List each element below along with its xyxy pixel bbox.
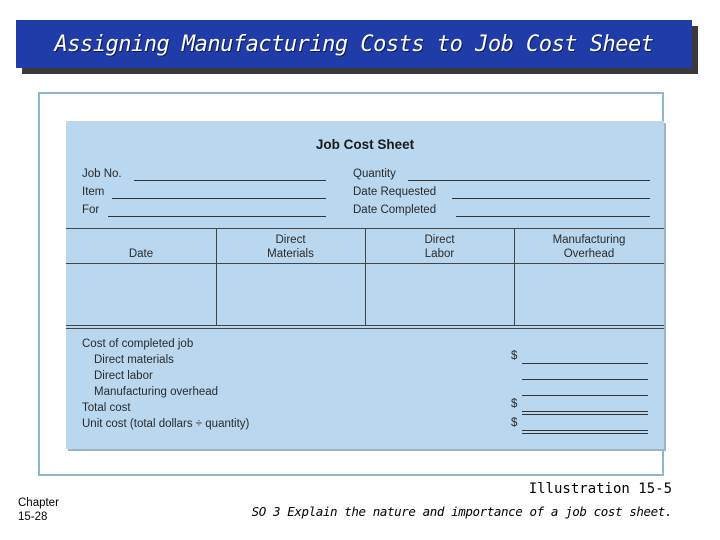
for-label: For	[82, 204, 100, 216]
cost-completed-heading: Cost of completed job	[82, 338, 194, 350]
total-cost-line: Total cost	[82, 402, 131, 414]
job-cost-sheet	[66, 121, 664, 449]
column-date-line2: Date	[128, 248, 154, 260]
direct-labor-line: Direct labor	[94, 370, 153, 382]
illustration-label: Illustration 15-5	[528, 481, 672, 497]
dollar-sign-total: $	[511, 398, 518, 410]
column-date-line1	[66, 233, 216, 247]
unit-cost-line: Unit cost (total dollars ÷ quantity)	[82, 418, 250, 430]
slide-title: Assigning Manufacturing Costs to Job Cost Sheet	[54, 31, 654, 57]
item-label: Item	[82, 186, 105, 198]
job-no-line	[134, 180, 326, 181]
quantity-label: Quantity	[353, 168, 396, 180]
sheet-title: Job Cost Sheet	[315, 137, 415, 152]
dollar-sign-materials: $	[511, 350, 518, 362]
dollar-sign-unit: $	[511, 417, 518, 429]
column-labor-line1: Direct	[424, 234, 455, 246]
labor-amount-line	[522, 379, 648, 380]
total-amount-line-2	[522, 414, 648, 415]
item-line	[112, 198, 326, 199]
title-banner	[16, 20, 692, 68]
date-completed-line	[456, 216, 650, 217]
column-header-manufacturing-overhead	[514, 233, 664, 261]
column-header-direct-materials	[216, 233, 365, 261]
materials-amount-line	[522, 363, 648, 364]
column-header-date	[66, 233, 216, 261]
total-amount-line-1	[522, 411, 648, 412]
page-number: 15-28	[18, 511, 48, 523]
column-labor-line2: Labor	[424, 248, 455, 260]
job-no-label: Job No.	[82, 168, 122, 180]
quantity-line	[408, 180, 650, 181]
unit-amount-line-2	[522, 433, 648, 434]
manufacturing-overhead-line: Manufacturing overhead	[94, 386, 219, 398]
overhead-amount-line	[522, 395, 648, 396]
column-materials-line1: Direct	[275, 234, 306, 246]
study-objective-caption: SO 3 Explain the nature and importance of a job cost sheet.	[251, 504, 672, 519]
date-requested-line	[452, 198, 650, 199]
for-line	[108, 216, 326, 217]
chapter-label	[18, 496, 59, 524]
unit-amount-line-1	[522, 430, 648, 431]
chapter-text: Chapter	[18, 497, 59, 509]
table-bottom-rule-2	[66, 328, 664, 329]
date-completed-label: Date Completed	[353, 204, 437, 216]
column-materials-line2: Materials	[267, 248, 314, 260]
direct-materials-line: Direct materials	[94, 354, 174, 366]
column-overhead-line2: Overhead	[563, 248, 615, 260]
date-requested-label: Date Requested	[353, 186, 437, 198]
column-header-direct-labor	[365, 233, 514, 261]
column-overhead-line1: Manufacturing	[552, 234, 626, 246]
